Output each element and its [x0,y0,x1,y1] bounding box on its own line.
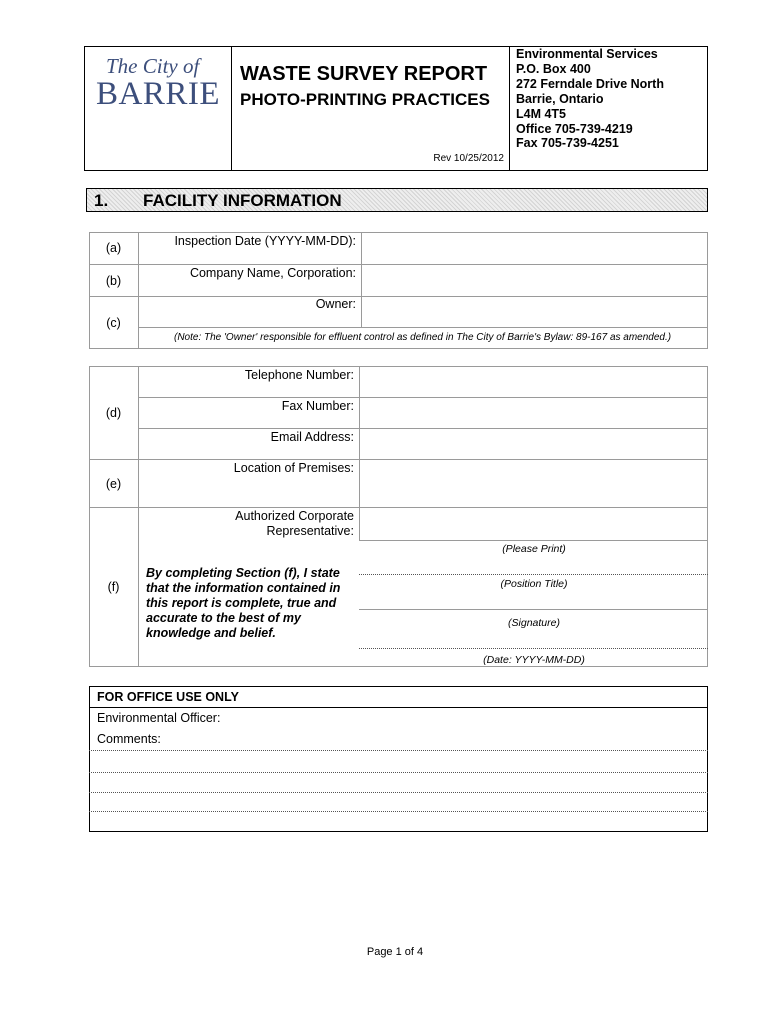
row-label-a: (a) [105,241,122,255]
auth-rep-field[interactable] [360,508,707,540]
position-title-field[interactable] [360,592,707,609]
environmental-officer-label: Environmental Officer: [97,711,221,725]
inspection-date-field[interactable] [362,233,707,264]
name-print-field[interactable] [360,556,707,574]
report-title: WASTE SURVEY REPORT [240,63,488,85]
auth-rep-label-line1: Authorized Corporate [235,509,354,523]
office-use-heading: FOR OFFICE USE ONLY [97,690,239,704]
row-label-e: (e) [105,477,122,491]
auth-rep-label-line2: Representative: [266,524,354,538]
signature-caption: (Signature) [508,617,560,629]
comments-field[interactable] [90,751,707,831]
address-line: L4M 4T5 [516,106,567,121]
signature-field[interactable] [360,631,707,648]
owner-field[interactable] [362,297,707,327]
location-field[interactable] [360,460,707,507]
owner-label: Owner: [315,297,356,311]
section-title: FACILITY INFORMATION [143,191,342,210]
fax-field[interactable] [360,398,707,428]
inspection-date-label: Inspection Date (YYYY-MM-DD): [174,234,356,248]
email-field[interactable] [360,429,707,459]
address-line: Office 705-739-4219 [516,121,633,136]
position-title-caption: (Position Title) [500,578,568,590]
address-line: Fax 705-739-4251 [516,136,619,151]
city-logo [92,54,227,114]
telephone-field[interactable] [360,367,707,397]
row-label-d: (d) [105,406,122,420]
telephone-label: Telephone Number: [244,368,354,382]
comments-label: Comments: [97,732,161,746]
address-line: Environmental Services [516,47,658,61]
row-label-c: (c) [106,316,121,330]
report-subtitle: PHOTO-PRINTING PRACTICES [240,90,490,109]
fax-label: Fax Number: [281,399,354,413]
row-label-f: (f) [107,580,120,594]
date-caption: (Date: YYYY-MM-DD) [483,654,585,666]
company-name-label: Company Name, Corporation: [189,266,356,280]
please-print-caption: (Please Print) [502,543,566,555]
address-line: P.O. Box 400 [516,61,591,76]
row-label-b: (b) [105,274,122,288]
revision-date: Rev 10/25/2012 [433,153,504,164]
owner-note: (Note: The 'Owner' responsible for effluent control as defined in The City of Barrie's Bylaw: 89-167 as amended.) [174,332,672,343]
logo-text-line2: BARRIE [96,76,221,112]
certification-statement: By completing Section (f), I state that the information contained in this report is complete, true and accurate to the best of my knowledge and belief. [146,566,341,640]
section-number: 1. [94,191,109,210]
location-label: Location of Premises: [233,461,354,475]
address-line: 272 Ferndale Drive North [516,76,664,91]
email-label: Email Address: [270,430,354,444]
address-line: Barrie, Ontario [516,91,604,106]
page-number: Page 1 of 4 [366,946,424,958]
company-name-field[interactable] [362,265,707,296]
address-block [516,47,664,151]
logo-text-line1: The City of [106,54,200,78]
